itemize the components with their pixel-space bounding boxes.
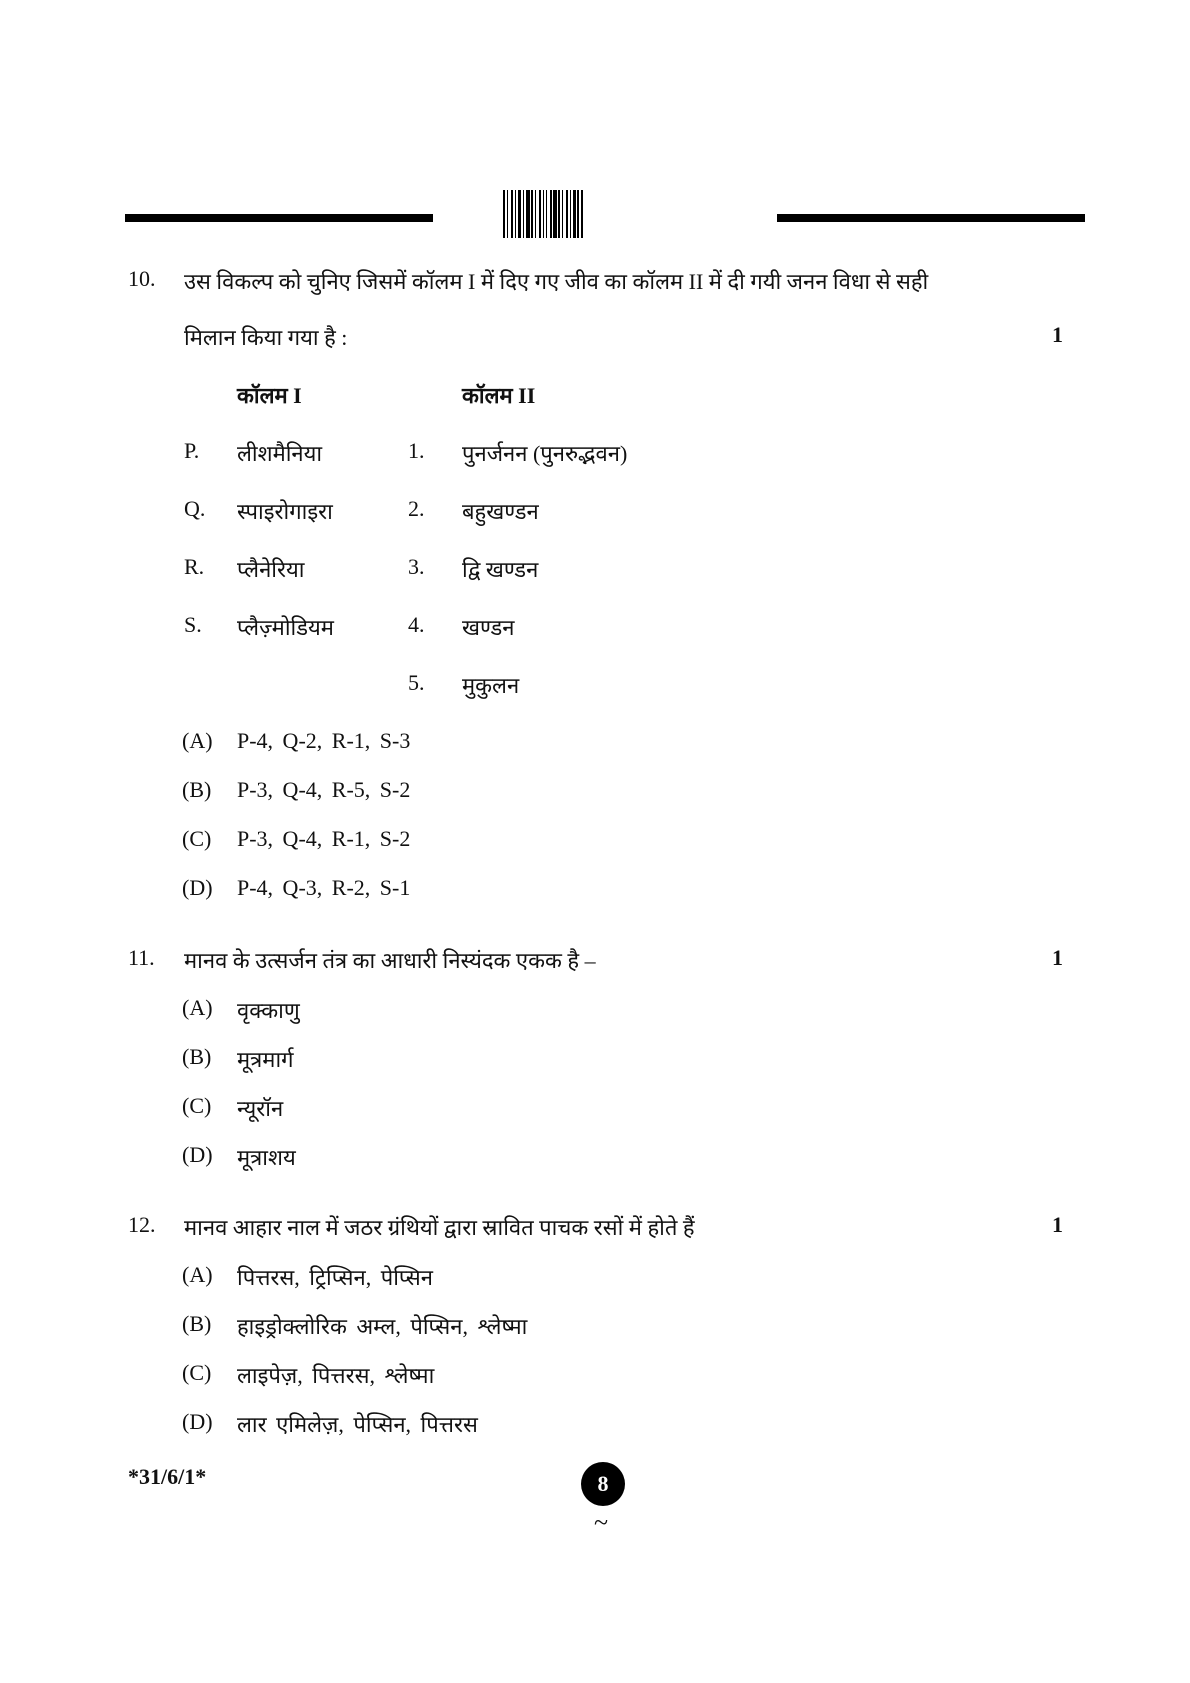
q12-option-a-text[interactable]: पित्तरस, ट्रिप्सिन, पेप्सिन [237,1265,433,1290]
question-10-text-line1: उस विकल्प को चुनिए जिसमें कॉलम I में दिए गए जीव का कॉलम II में दी गयी जनन विधा से सही [184,269,929,294]
column2-item: मुकुलन [462,673,520,698]
q12-option-d-text[interactable]: लार एमिलेज़, पेप्सिन, पित्तरस [237,1412,478,1437]
question-11-number: 11. [128,945,155,970]
column1-item: स्पाइरोगाइरा [237,499,333,524]
column2-header: कॉलम II [462,383,536,408]
q12-option-b-text[interactable]: हाइड्रोक्लोरिक अम्ल, पेप्सिन, श्लेष्मा [237,1314,528,1339]
question-12-marks: 1 [1052,1212,1063,1237]
column2-item: खण्डन [462,615,515,640]
column1-header: कॉलम I [237,383,302,408]
tilde-mark: ~ [594,1508,609,1537]
paper-code: *31/6/1* [128,1464,207,1489]
barcode [503,190,603,238]
column2-item: बहुखण्डन [462,499,539,524]
header-rule-left [125,214,433,222]
column1-item: प्लैज़्मोडियम [237,615,334,640]
q11-option-d-text[interactable]: मूत्राशय [237,1145,296,1170]
q10-option-b-label[interactable]: (B) [182,777,212,802]
question-11-text: मानव के उत्सर्जन तंत्र का आधारी निस्यंदक एकक है – [184,948,596,973]
q11-option-b-label[interactable]: (B) [182,1044,212,1069]
question-12-number: 12. [128,1212,156,1237]
column1-item: लीशमैनिया [237,441,323,466]
column1-key: R. [184,554,205,579]
q11-option-c-label[interactable]: (C) [182,1093,212,1118]
page-number-badge [581,1462,625,1506]
q10-option-b-text[interactable]: P-3, Q-4, R-5, S-2 [237,777,411,802]
q11-option-c-text[interactable]: न्यूरॉन [237,1096,284,1121]
q11-option-a-label[interactable]: (A) [182,995,213,1020]
q12-option-d-label[interactable]: (D) [182,1409,213,1434]
q10-option-c-text[interactable]: P-3, Q-4, R-1, S-2 [237,826,411,851]
question-10-number: 10. [128,266,156,291]
question-12-text: मानव आहार नाल में जठर ग्रंथियों द्वारा स्रावित पाचक रसों में होते हैं [184,1215,695,1240]
q10-option-d-text[interactable]: P-4, Q-3, R-2, S-1 [237,875,411,900]
question-10-marks: 1 [1052,322,1063,347]
q12-option-a-label[interactable]: (A) [182,1262,213,1287]
question-11-marks: 1 [1052,945,1063,970]
column1-key: P. [184,438,200,463]
column2-key: 3. [408,554,425,579]
column1-item: प्लैनेरिया [237,557,305,582]
q11-option-b-text[interactable]: मूत्रमार्ग [237,1047,294,1072]
column1-key: Q. [184,496,206,521]
page-number: 8 [597,1471,609,1496]
column2-item: पुनर्जनन (पुनरुद्भवन) [462,441,628,466]
header-rule-right [777,214,1085,222]
column1-key: S. [184,612,202,637]
column2-key: 5. [408,670,425,695]
q11-option-d-label[interactable]: (D) [182,1142,213,1167]
column2-key: 2. [408,496,425,521]
q10-option-d-label[interactable]: (D) [182,875,213,900]
q11-option-a-text[interactable]: वृक्काणु [237,998,300,1023]
q12-option-c-label[interactable]: (C) [182,1360,212,1385]
q10-option-a-label[interactable]: (A) [182,728,213,753]
q12-option-b-label[interactable]: (B) [182,1311,212,1336]
column2-key: 4. [408,612,425,637]
column2-item: द्वि खण्डन [462,557,539,582]
q10-option-c-label[interactable]: (C) [182,826,212,851]
q12-option-c-text[interactable]: लाइपेज़, पित्तरस, श्लेष्मा [237,1363,435,1388]
question-10-text-line2: मिलान किया गया है : [184,325,348,350]
q10-option-a-text[interactable]: P-4, Q-2, R-1, S-3 [237,728,411,753]
column2-key: 1. [408,438,425,463]
